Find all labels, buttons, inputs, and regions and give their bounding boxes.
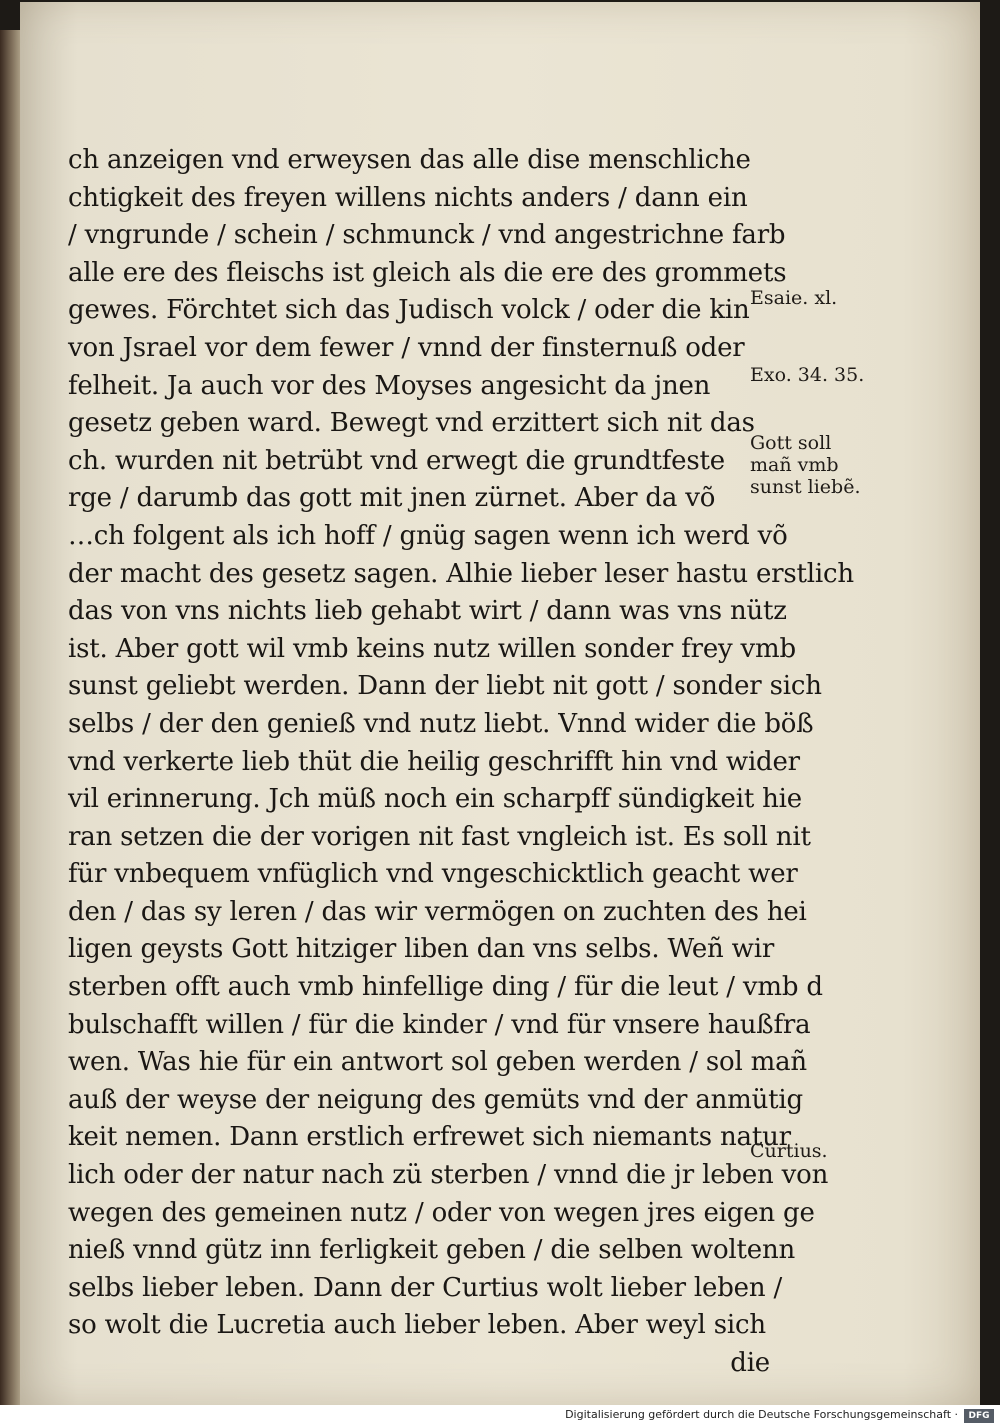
text-line: ran setzen die der vorigen nit fast vngleich ist. Es soll nit xyxy=(68,821,811,852)
margin-note-sunst-lieben: sunst liebẽ. xyxy=(750,476,861,498)
text-line: sterben offt auch vmb hinfellige ding / für die leut / vmb d xyxy=(68,972,823,1003)
catchword: die xyxy=(730,1348,770,1378)
text-line: rge / darumb das gott mit jnen zürnet. Aber da võ xyxy=(68,483,716,514)
text-line: ligen geysts Gott hitziger liben dan vns selbs. Weñ wir xyxy=(68,934,775,965)
margin-note-mann-vmb: mañ vmb xyxy=(750,454,839,476)
text-line: vil erinnerung. Jch müß noch ein scharpff sündigkeit hie xyxy=(68,784,802,815)
text-line: bulschafft willen / für die kinder / vnd für vnsere haußfra xyxy=(68,1009,811,1040)
text-line: selbs lieber leben. Dann der Curtius wolt lieber leben / xyxy=(68,1272,783,1303)
margin-note-gott-soll: Gott soll xyxy=(750,432,832,454)
text-line: keit nemen. Dann erstlich erfrewet sich niemants natur xyxy=(68,1122,791,1153)
footer-credit: Digitalisierung gefördert durch die Deutsche Forschungsgemeinschaft · xyxy=(565,1408,958,1421)
text-line: gewes. Förchtet sich das Judisch volck / oder die kin xyxy=(68,295,750,326)
text-line: / vngrunde / schein / schmunck / vnd angestrichne farb xyxy=(68,220,786,251)
text-line: lich oder der natur nach zü sterben / vnnd die jr leben von xyxy=(68,1160,829,1191)
text-line: von Jsrael vor dem fewer / vnnd der finsternuß oder xyxy=(68,332,745,363)
book-page xyxy=(20,2,980,1405)
dfg-logo: DFG xyxy=(964,1409,994,1423)
margin-note-exodus: Exo. 34. 35. xyxy=(750,364,865,386)
text-line: nieß vnnd gütz inn ferligkeit geben / die selben woltenn xyxy=(68,1235,796,1266)
margin-note-esaie: Esaie. xl. xyxy=(750,287,838,309)
text-line: der macht des gesetz sagen. Alhie lieber leser hastu erstlich xyxy=(68,558,854,589)
text-line: sunst geliebt werden. Dann der liebt nit gott / sonder sich xyxy=(68,671,822,702)
text-line: wegen des gemeinen nutz / oder von wegen jres eigen ge xyxy=(68,1197,815,1228)
text-line: auß der weyse der neigung des gemüts vnd der anmütig xyxy=(68,1084,803,1115)
text-line: den / das sy leren / das wir vermögen on zuchten des hei xyxy=(68,896,807,927)
text-line: selbs / der den genieß vnd nutz liebt. Vnnd wider die böß xyxy=(68,708,814,739)
text-line: wen. Was hie für ein antwort sol geben werden / sol mañ xyxy=(68,1047,807,1078)
text-line: das von vns nichts lieb gehabt wirt / dann was vns nütz xyxy=(68,596,787,627)
text-line: …ch folgent als ich hoff / gnüg sagen wenn ich werd võ xyxy=(68,520,788,551)
text-line: chtigkeit des freyen willens nichts anders / dann ein xyxy=(68,182,748,213)
text-line: ch anzeigen vnd erweysen das alle dise menschliche xyxy=(68,145,751,175)
text-line: ist. Aber gott wil vmb keins nutz willen sonder frey vmb xyxy=(68,633,796,664)
book-cover-edge xyxy=(0,30,22,1405)
text-line: alle ere des fleischs ist gleich als die ere des grommets xyxy=(68,257,787,288)
text-line: so wolt die Lucretia auch lieber leben. Aber weyl sich xyxy=(68,1310,766,1341)
text-line: gesetz geben ward. Bewegt vnd erzittert sich nit das xyxy=(68,408,755,439)
text-line: vnd verkerte lieb thüt die heilig geschrifft hin vnd wider xyxy=(68,746,800,777)
text-line: ch. wurden nit betrübt vnd erwegt die grundtfeste xyxy=(68,445,725,476)
footer-bar xyxy=(0,1405,1000,1428)
text-line: felheit. Ja auch vor des Moyses angesicht da jnen xyxy=(68,370,711,401)
margin-note-curtius: Curtius. xyxy=(750,1140,828,1162)
text-line: für vnbequem vnfüglich vnd vngeschicktlich geacht wer xyxy=(68,859,798,890)
